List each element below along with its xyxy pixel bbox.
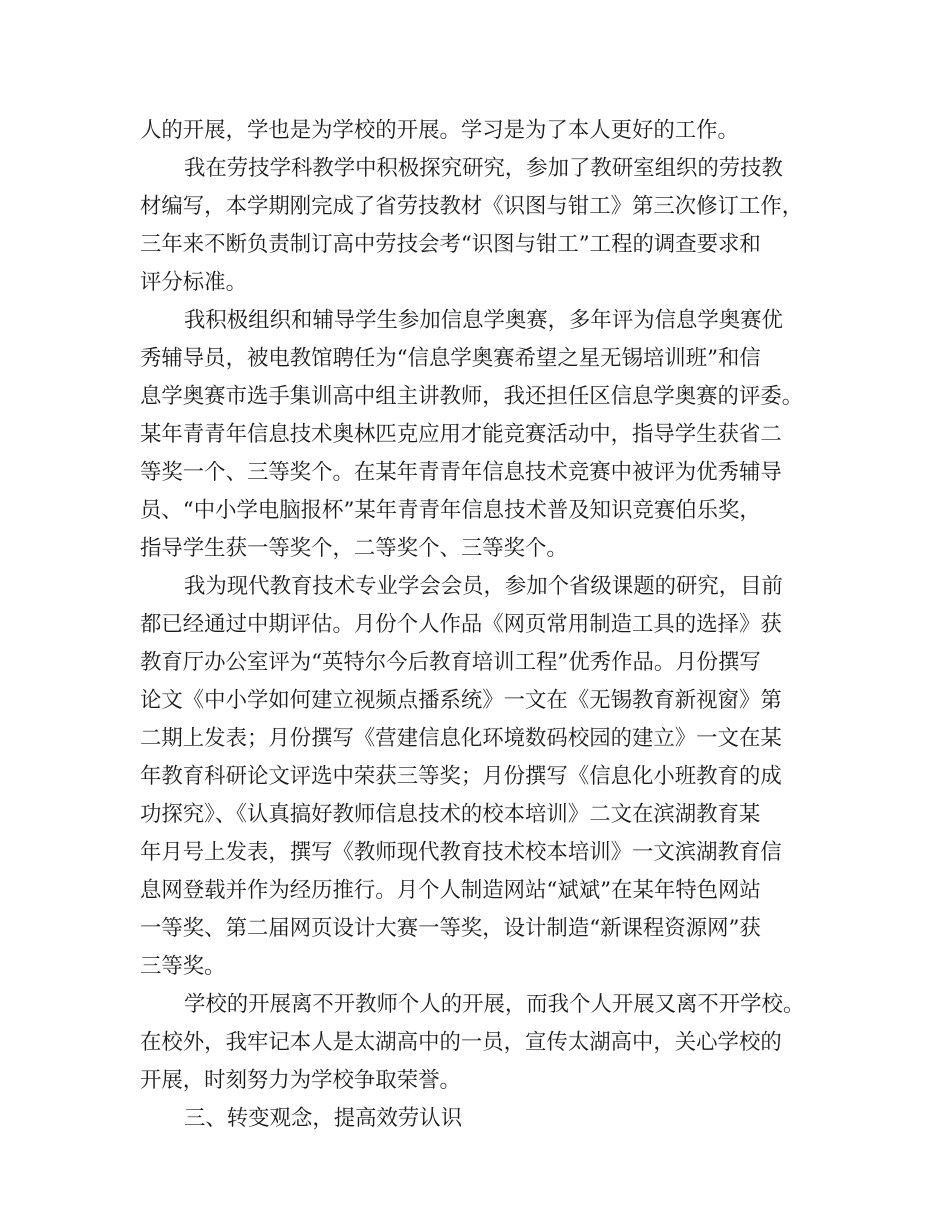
text-line: 秀辅导员，被电教馆聘任为“信息学奥赛希望之星无锡培训班”和信 xyxy=(140,346,761,371)
text-line: 在校外，我牢记本人是太湖高中的一员，宣传太湖高中，关心学校的 xyxy=(140,1030,782,1055)
text-line: 息网登载并作为经历推行。月个人制造网站“斌斌”在某年特色网站 xyxy=(140,878,761,903)
text-line: 学校的开展离不开教师个人的开展，而我个人开展又离不开学校。 xyxy=(184,992,805,1017)
paragraph-3 xyxy=(140,302,830,568)
text-line: 人的开展，学也是为学校的开展。学习是为了本人更好的工作。 xyxy=(140,118,739,143)
text-line: 论文《中小学如何建立视频点播系统》一文在《无锡教育新视窗》第 xyxy=(140,688,782,713)
text-line: 一等奖、第二届网页设计大赛一等奖，设计制造“新课程资源网”获 xyxy=(140,916,761,941)
text-line: 材编写，本学期刚完成了省劳技教材《识图与钳工》第三次修订工作， xyxy=(140,194,804,219)
section-heading-text: 三、转变观念，提高效劳认识 xyxy=(184,1106,463,1131)
section-heading xyxy=(140,1100,830,1138)
text-line: 息学奥赛市选手集训高中组主讲教师，我还担任区信息学奥赛的评委。 xyxy=(140,384,804,409)
text-line: 三年来不断负责制订高中劳技会考“识图与钳工”工程的调查要求和 xyxy=(140,232,761,257)
text-line: 三等奖。 xyxy=(140,954,226,979)
text-line: 评分标准。 xyxy=(140,270,247,295)
text-line: 我在劳技学科教学中积极探究研究，参加了教研室组织的劳技教 xyxy=(184,156,783,181)
text-line: 开展，时刻努力为学校争取荣誉。 xyxy=(140,1068,461,1093)
paragraph-1 xyxy=(140,112,830,150)
text-line: 我积极组织和辅导学生参加信息学奥赛，多年评为信息学奥赛优 xyxy=(184,308,783,333)
paragraph-5 xyxy=(140,986,830,1100)
text-line: 年教育科研论文评选中荣获三等奖；月份撰写《信息化小班教育的成 xyxy=(140,764,782,789)
text-line: 某年青青年信息技术奥林匹克应用才能竞赛活动中，指导学生获省二 xyxy=(140,422,782,447)
document-page xyxy=(140,112,830,1138)
paragraph-4 xyxy=(140,568,830,986)
text-line: 教育厅办公室评为“英特尔今后教育培训工程”优秀作品。月份撰写 xyxy=(140,650,761,675)
text-line: 指导学生获一等奖个，二等奖个、三等奖个。 xyxy=(140,536,568,561)
text-line: 功探究》、《认真搞好教师信息技术的校本培训》二文在滨湖教育某 xyxy=(140,802,761,827)
text-line: 年月号上发表，撰写《教师现代教育技术校本培训》一文滨湖教育信 xyxy=(140,840,782,865)
text-line: 二期上发表；月份撰写《营建信息化环境数码校园的建立》一文在某 xyxy=(140,726,782,751)
text-line: 员、“中小学电脑报杯”某年青青年信息技术普及知识竞赛伯乐奖， xyxy=(140,498,761,523)
text-line: 我为现代教育技术专业学会会员，参加个省级课题的研究，目前 xyxy=(184,574,783,599)
paragraph-2 xyxy=(140,150,830,302)
text-line: 都已经通过中期评估。月份个人作品《网页常用制造工具的选择》获 xyxy=(140,612,782,637)
text-line: 等奖一个、三等奖个。在某年青青年信息技术竞赛中被评为优秀辅导 xyxy=(140,460,782,485)
